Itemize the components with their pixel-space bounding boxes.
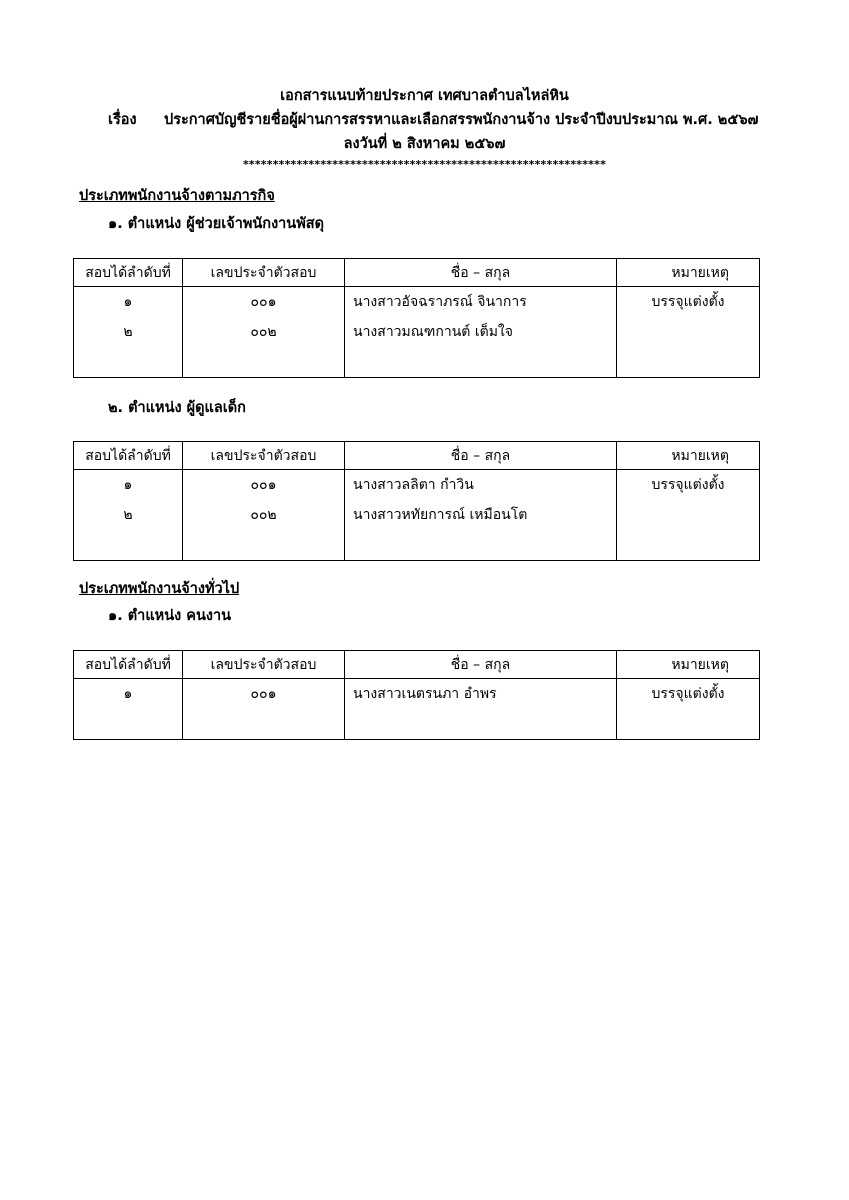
column-header-rank: สอบได้ลำดับที่ <box>74 442 183 470</box>
category-heading: ประเภทพนักงานจ้างทั่วไป <box>79 581 240 597</box>
column-header-exam-id: เลขประจำตัวสอบ <box>183 651 345 679</box>
exam-id-cell: ๐๐๒ <box>183 500 345 530</box>
name-cell: นางสาวอัจฉราภรณ์ จินาการ <box>345 287 617 318</box>
name-cell: นางสาวเนตรนภา อำพร <box>345 679 617 710</box>
rank-cell: ๑ <box>74 470 183 501</box>
column-header-name: ชื่อ – สกุล <box>345 259 617 287</box>
exam-id-cell: ๐๐๑ <box>183 470 345 501</box>
note-cell: บรรจุแต่งตั้ง <box>617 470 760 501</box>
column-header-rank: สอบได้ลำดับที่ <box>74 651 183 679</box>
note-cell: บรรจุแต่งตั้ง <box>617 679 760 710</box>
column-header-note: หมายเหตุ <box>617 442 760 470</box>
note-cell <box>617 317 760 347</box>
rank-cell: ๑ <box>74 287 183 318</box>
table-row-empty <box>74 530 760 561</box>
rank-cell: ๒ <box>74 317 183 347</box>
column-header-exam-id: เลขประจำตัวสอบ <box>183 259 345 287</box>
position-title: ๒. ตำแหน่ง ผู้ดูแลเด็ก <box>108 400 246 416</box>
subject-line <box>108 108 758 131</box>
separator-stars: ************************************************************* <box>242 158 607 171</box>
column-header-name: ชื่อ – สกุล <box>345 651 617 679</box>
name-cell: นางสาวมณฑกานต์ เต็มใจ <box>345 317 617 347</box>
roster-table <box>73 650 760 740</box>
column-header-rank: สอบได้ลำดับที่ <box>74 259 183 287</box>
subject-label: เรื่อง <box>108 112 137 128</box>
column-header-note: หมายเหตุ <box>617 259 760 287</box>
table-row <box>74 287 760 318</box>
table-header-row <box>74 259 760 287</box>
rank-cell: ๑ <box>74 679 183 710</box>
date-line: ลงวันที่ ๒ สิงหาคม ๒๕๖๗ <box>343 136 506 152</box>
note-cell <box>617 500 760 530</box>
table-row-empty <box>74 347 760 378</box>
roster-table <box>73 258 760 378</box>
table-header-row <box>74 442 760 470</box>
exam-id-cell: ๐๐๑ <box>183 679 345 710</box>
table-row <box>74 317 760 347</box>
roster-table <box>73 441 760 561</box>
table-row-empty <box>74 709 760 740</box>
table-header-row <box>74 651 760 679</box>
column-header-exam-id: เลขประจำตัวสอบ <box>183 442 345 470</box>
note-cell: บรรจุแต่งตั้ง <box>617 287 760 318</box>
document-heading: เอกสารแนบท้ายประกาศ เทศบาลตำบลไหล่หิน <box>280 88 569 104</box>
position-title: ๑. ตำแหน่ง คนงาน <box>108 608 232 624</box>
column-header-note: หมายเหตุ <box>617 651 760 679</box>
exam-id-cell: ๐๐๑ <box>183 287 345 318</box>
table-row <box>74 470 760 501</box>
exam-id-cell: ๐๐๒ <box>183 317 345 347</box>
column-header-name: ชื่อ – สกุล <box>345 442 617 470</box>
category-heading: ประเภทพนักงานจ้างตามภารกิจ <box>79 188 275 204</box>
name-cell: นางสาวหทัยการณ์ เหมือนโต <box>345 500 617 530</box>
table-row <box>74 500 760 530</box>
name-cell: นางสาวลลิตา กำวิน <box>345 470 617 501</box>
subject-text: ประกาศบัญชีรายชื่อผู้ผ่านการสรรหาและเลือกสรรพนักงานจ้าง ประจำปีงบประมาณ พ.ศ. ๒๕๖๗ <box>164 112 759 128</box>
rank-cell: ๒ <box>74 500 183 530</box>
table-row <box>74 679 760 710</box>
position-title: ๑. ตำแหน่ง ผู้ช่วยเจ้าพนักงานพัสดุ <box>108 216 325 232</box>
